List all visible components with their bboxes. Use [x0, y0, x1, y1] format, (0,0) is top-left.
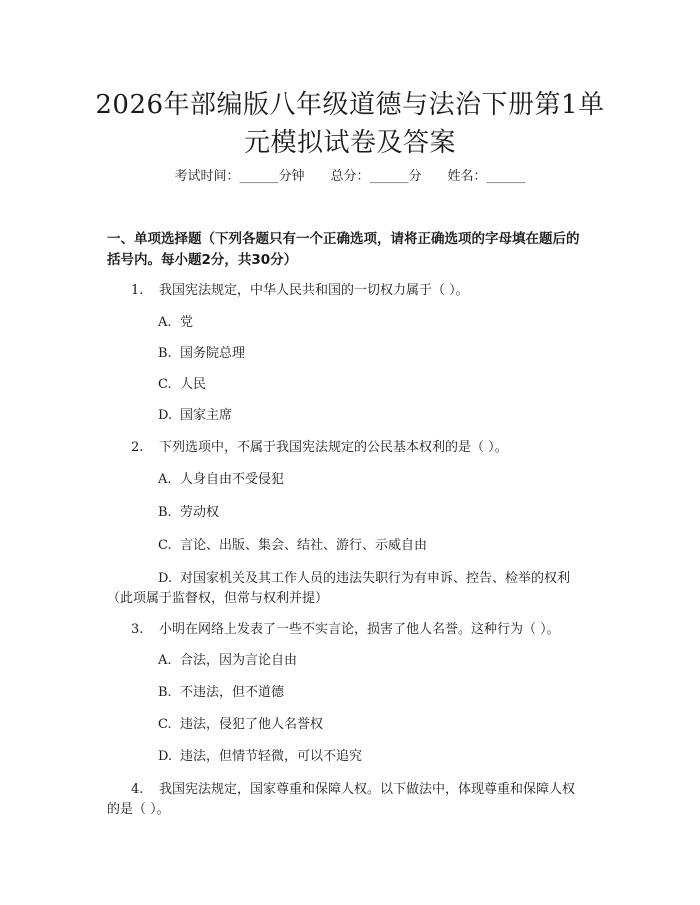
document-title [60, 86, 640, 162]
option-text: 人身自由不受侵犯 [180, 472, 285, 487]
option-letter: B. [158, 685, 172, 700]
question-number: 3. [131, 622, 144, 637]
option-letter: C. [158, 377, 172, 392]
option-text: 国务院总理 [180, 346, 246, 361]
option-3b [158, 683, 284, 703]
student-name-label: 姓名：______ [447, 169, 526, 184]
section-heading-line-2: 括号内。每小题2分，共30分） [107, 252, 298, 268]
question-4 [131, 780, 575, 800]
option-2b [158, 503, 219, 523]
question-3 [131, 620, 560, 640]
question-text: 小明在网络上发表了一些不实言论，损害了他人名誉。这种行为（ ）。 [159, 622, 560, 637]
question-number: 4. [131, 782, 144, 797]
option-text: 言论、出版、集会、结社、游行、示威自由 [180, 538, 428, 553]
option-text: 违法，侵犯了他人名誉权 [180, 717, 324, 732]
question-text: 我国宪法规定，中华人民共和国的一切权力属于（ ）。 [159, 283, 469, 298]
question-text: 下列选项中，不属于我国宪法规定的公民基本权利的是（ ）。 [159, 440, 508, 455]
total-score-label: 总分：______分 [330, 169, 422, 184]
option-text: 国家主席 [180, 408, 233, 423]
option-1a [158, 313, 193, 333]
option-2a [158, 470, 284, 490]
option-letter: B. [158, 346, 172, 361]
question-text: 我国宪法规定，国家尊重和保障人权。以下做法中，体现尊重和保障人权 [159, 782, 576, 797]
option-text: 违法，但情节轻微，可以不追究 [180, 749, 363, 764]
option-2d-continuation: （此项属于监督权，但常与权利并提） [107, 591, 329, 606]
option-2c [158, 536, 427, 556]
option-text: 对国家机关及其工作人员的违法失职行为有申诉、控告、检举的权利 [180, 571, 571, 586]
option-letter: C. [158, 717, 172, 732]
question-4-continuation: 的是（ ）。 [107, 802, 170, 817]
option-letter: A. [158, 472, 172, 487]
question-2 [131, 438, 508, 458]
option-text: 不违法，但不道德 [180, 685, 285, 700]
option-2d [158, 569, 570, 589]
option-1c [158, 375, 206, 395]
option-letter: C. [158, 538, 172, 553]
option-1d [158, 406, 232, 426]
question-1 [131, 281, 469, 301]
option-letter: B. [158, 505, 172, 520]
question-number: 2. [131, 440, 144, 455]
title-line-2: 元模拟试卷及答案 [243, 128, 456, 158]
option-letter: D. [158, 408, 173, 423]
option-letter: A. [158, 653, 172, 668]
option-3c [158, 715, 323, 735]
exam-meta [0, 168, 700, 186]
option-letter: D. [158, 749, 173, 764]
option-1b [158, 344, 245, 364]
option-3d [158, 747, 362, 767]
question-number: 1. [131, 283, 144, 298]
section-heading-line-1: 一、单项选择题（下列各题只有一个正确选项，请将正确选项的字母填在题后的 [107, 231, 580, 247]
title-line-1: 2026年部编版八年级道德与法治下册第1单 [95, 90, 605, 120]
exam-time-label: 考试时间：______分钟 [174, 169, 305, 184]
option-text: 劳动权 [180, 505, 220, 520]
option-letter: D. [158, 571, 173, 586]
option-text: 党 [180, 315, 194, 330]
option-3a [158, 651, 297, 671]
option-text: 人民 [180, 377, 207, 392]
section-heading [107, 229, 607, 271]
option-text: 合法，因为言论自由 [180, 653, 298, 668]
option-letter: A. [158, 315, 172, 330]
